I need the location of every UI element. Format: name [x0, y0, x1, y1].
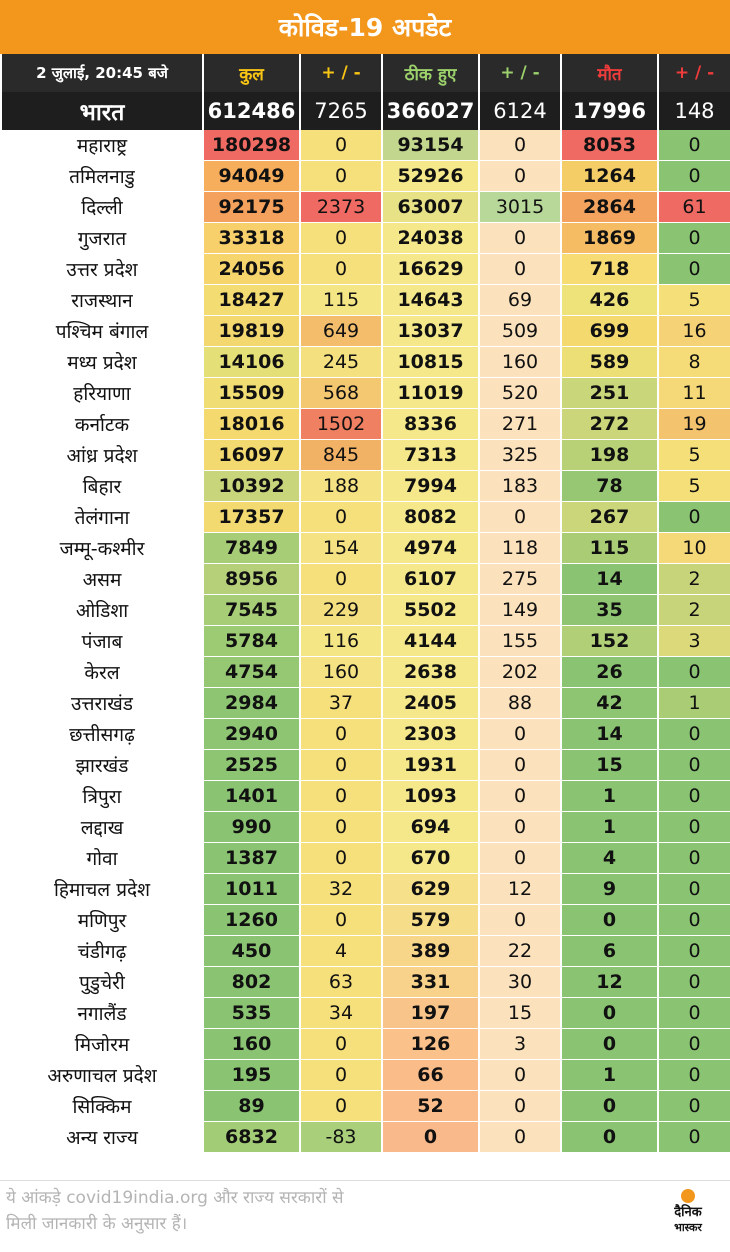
cell-deaths: 14 — [562, 719, 657, 750]
cell-recovered-change: 0 — [480, 130, 560, 161]
cell-deaths: 42 — [562, 688, 657, 719]
cell-total: 15509 — [204, 378, 299, 409]
cell-total-change: 0 — [301, 781, 381, 812]
cell-total-change: 0 — [301, 1029, 381, 1060]
cell-recovered-change: 69 — [480, 285, 560, 316]
cell-total: 802 — [204, 967, 299, 998]
state-name: पुडुचेरी — [2, 967, 202, 998]
table-row — [2, 130, 730, 161]
cell-recovered-change: 0 — [480, 905, 560, 936]
state-name: बिहार — [2, 471, 202, 502]
cell-deaths-change: 16 — [659, 316, 730, 347]
cell-deaths: 26 — [562, 657, 657, 688]
cell-deaths: 152 — [562, 626, 657, 657]
state-name: उत्तर प्रदेश — [2, 254, 202, 285]
cell-total-change: 0 — [301, 812, 381, 843]
cell-total-change: -83 — [301, 1122, 381, 1153]
cell-deaths: 0 — [562, 1029, 657, 1060]
cell-total-change: 115 — [301, 285, 381, 316]
header-row — [2, 54, 730, 92]
cell-recovered-change: 22 — [480, 936, 560, 967]
cell-total: 1401 — [204, 781, 299, 812]
cell-recovered-change: 0 — [480, 254, 560, 285]
cell-deaths: 1264 — [562, 161, 657, 192]
cell-total-change: 116 — [301, 626, 381, 657]
cell-deaths-change: 0 — [659, 812, 730, 843]
cell-total: 195 — [204, 1060, 299, 1091]
state-name: चंडीगढ़ — [2, 936, 202, 967]
table-row — [2, 440, 730, 471]
source-note-line-2: मिली जानकारी के अनुसार हैं। — [6, 1214, 188, 1234]
cell-deaths-change: 0 — [659, 905, 730, 936]
table-row — [2, 564, 730, 595]
cell-recovered: 0 — [383, 1122, 478, 1153]
cell-deaths: 4 — [562, 843, 657, 874]
cell-deaths-change: 0 — [659, 967, 730, 998]
cell-deaths-change: 5 — [659, 285, 730, 316]
table-row — [2, 285, 730, 316]
cell-deaths: 1 — [562, 1060, 657, 1091]
cell-recovered: 7313 — [383, 440, 478, 471]
cell-deaths: 1 — [562, 812, 657, 843]
state-name: छत्तीसगढ़ — [2, 719, 202, 750]
cell-total-change: 0 — [301, 719, 381, 750]
cell-recovered: 63007 — [383, 192, 478, 223]
cell-recovered-change: 325 — [480, 440, 560, 471]
india-row — [2, 92, 730, 130]
state-name: मिजोरम — [2, 1029, 202, 1060]
cell-total-change: 0 — [301, 161, 381, 192]
cell-deaths: 1869 — [562, 223, 657, 254]
cell-deaths: 12 — [562, 967, 657, 998]
cell-total: 1260 — [204, 905, 299, 936]
cell-recovered: 579 — [383, 905, 478, 936]
table-row — [2, 1029, 730, 1060]
cell-deaths-change: 0 — [659, 657, 730, 688]
cell-deaths: 78 — [562, 471, 657, 502]
cell-total: 4754 — [204, 657, 299, 688]
cell-total-change: 154 — [301, 533, 381, 564]
cell-total: 160 — [204, 1029, 299, 1060]
cell-recovered: 52 — [383, 1091, 478, 1122]
cell-recovered: 2638 — [383, 657, 478, 688]
cell-total: 2984 — [204, 688, 299, 719]
cell-recovered: 13037 — [383, 316, 478, 347]
sun-icon — [681, 1189, 695, 1203]
cell-deaths-change: 8 — [659, 347, 730, 378]
cell-deaths-change: 19 — [659, 409, 730, 440]
cell-deaths-change: 5 — [659, 440, 730, 471]
state-name: झारखंड — [2, 750, 202, 781]
table-row — [2, 254, 730, 285]
cell-total: 19819 — [204, 316, 299, 347]
state-name: पश्चिम बंगाल — [2, 316, 202, 347]
state-name: दिल्ली — [2, 192, 202, 223]
table-row — [2, 316, 730, 347]
cell-recovered-change: 183 — [480, 471, 560, 502]
cell-recovered-change: 0 — [480, 843, 560, 874]
cell-total-change: 0 — [301, 843, 381, 874]
cell-recovered: 6107 — [383, 564, 478, 595]
cell-recovered: 331 — [383, 967, 478, 998]
cell-deaths-change: 10 — [659, 533, 730, 564]
state-name: हरियाणा — [2, 378, 202, 409]
cell-total: 7545 — [204, 595, 299, 626]
cell-deaths: 6 — [562, 936, 657, 967]
cell-deaths: 9 — [562, 874, 657, 905]
date-label: 2 जुलाई, 20:45 बजे — [2, 54, 202, 92]
cell-recovered: 24038 — [383, 223, 478, 254]
cell-total: 1011 — [204, 874, 299, 905]
table-row — [2, 347, 730, 378]
cell-total-change: 0 — [301, 564, 381, 595]
cell-deaths-change: 0 — [659, 161, 730, 192]
cell-total-change: 0 — [301, 254, 381, 285]
cell-deaths: 589 — [562, 347, 657, 378]
cell-recovered-change: 0 — [480, 502, 560, 533]
table-row — [2, 223, 730, 254]
cell-deaths-change: 0 — [659, 998, 730, 1029]
cell-recovered-change: 3015 — [480, 192, 560, 223]
cell-deaths: 251 — [562, 378, 657, 409]
table-row — [2, 874, 730, 905]
state-name: असम — [2, 564, 202, 595]
cell-deaths: 35 — [562, 595, 657, 626]
cell-total-change: 32 — [301, 874, 381, 905]
india-total: 612486 — [204, 92, 299, 130]
cell-deaths-change: 2 — [659, 595, 730, 626]
cell-deaths-change: 0 — [659, 1060, 730, 1091]
cell-total: 18427 — [204, 285, 299, 316]
cell-total: 16097 — [204, 440, 299, 471]
cell-recovered-change: 0 — [480, 1091, 560, 1122]
cell-total-change: 34 — [301, 998, 381, 1029]
cell-total: 18016 — [204, 409, 299, 440]
state-name: उत्तराखंड — [2, 688, 202, 719]
state-name: गुजरात — [2, 223, 202, 254]
cell-total: 450 — [204, 936, 299, 967]
cell-deaths-change: 0 — [659, 936, 730, 967]
cell-total-change: 229 — [301, 595, 381, 626]
cell-recovered-change: 3 — [480, 1029, 560, 1060]
cell-deaths-change: 0 — [659, 1091, 730, 1122]
cell-deaths-change: 11 — [659, 378, 730, 409]
table-row — [2, 998, 730, 1029]
cell-recovered: 7994 — [383, 471, 478, 502]
table-row — [2, 781, 730, 812]
cell-total-change: 63 — [301, 967, 381, 998]
state-name: अन्य राज्य — [2, 1122, 202, 1153]
cell-total: 94049 — [204, 161, 299, 192]
cell-recovered: 2405 — [383, 688, 478, 719]
cell-total-change: 188 — [301, 471, 381, 502]
header-deaths: मौत — [562, 54, 657, 92]
cell-recovered-change: 30 — [480, 967, 560, 998]
table-row — [2, 843, 730, 874]
cell-total-change: 0 — [301, 750, 381, 781]
cell-recovered-change: 0 — [480, 719, 560, 750]
table-row — [2, 192, 730, 223]
cell-total-change: 245 — [301, 347, 381, 378]
cell-deaths-change: 0 — [659, 781, 730, 812]
cell-recovered-change: 0 — [480, 781, 560, 812]
state-name: तेलंगाना — [2, 502, 202, 533]
cell-total-change: 1502 — [301, 409, 381, 440]
cell-total-change: 649 — [301, 316, 381, 347]
cell-recovered: 1093 — [383, 781, 478, 812]
page-title: कोविड-19 अपडेट — [0, 0, 730, 54]
cell-recovered-change: 155 — [480, 626, 560, 657]
cell-recovered-change: 509 — [480, 316, 560, 347]
cell-deaths-change: 0 — [659, 750, 730, 781]
table-row — [2, 905, 730, 936]
cell-deaths: 2864 — [562, 192, 657, 223]
cell-total: 10392 — [204, 471, 299, 502]
state-name: गोवा — [2, 843, 202, 874]
cell-deaths: 0 — [562, 1122, 657, 1153]
cell-recovered-change: 0 — [480, 223, 560, 254]
cell-deaths-change: 2 — [659, 564, 730, 595]
source-note — [6, 1185, 566, 1237]
cell-recovered-change: 15 — [480, 998, 560, 1029]
cell-recovered-change: 160 — [480, 347, 560, 378]
india-deaths-change: 148 — [659, 92, 730, 130]
table-row — [2, 595, 730, 626]
cell-total: 24056 — [204, 254, 299, 285]
state-name: केरल — [2, 657, 202, 688]
india-name: भारत — [2, 92, 202, 130]
cell-total: 33318 — [204, 223, 299, 254]
india-recovered: 366027 — [383, 92, 478, 130]
source-note-line-1: ये आंकड़े covid19india.org और राज्य सरकारों से — [6, 1188, 344, 1208]
cell-deaths: 14 — [562, 564, 657, 595]
state-name: सिक्किम — [2, 1091, 202, 1122]
table-row — [2, 409, 730, 440]
logo-text-2: भास्कर — [674, 1221, 702, 1234]
cell-total: 1387 — [204, 843, 299, 874]
cell-recovered: 5502 — [383, 595, 478, 626]
cell-recovered-change: 0 — [480, 1060, 560, 1091]
state-name: अरुणाचल प्रदेश — [2, 1060, 202, 1091]
state-name: कर्नाटक — [2, 409, 202, 440]
cell-recovered: 126 — [383, 1029, 478, 1060]
cell-deaths-change: 0 — [659, 1029, 730, 1060]
cell-total: 6832 — [204, 1122, 299, 1153]
cell-deaths-change: 5 — [659, 471, 730, 502]
cell-deaths-change: 0 — [659, 874, 730, 905]
table-row — [2, 626, 730, 657]
cell-total: 17357 — [204, 502, 299, 533]
cell-recovered: 1931 — [383, 750, 478, 781]
cell-deaths: 272 — [562, 409, 657, 440]
state-name: मध्य प्रदेश — [2, 347, 202, 378]
table-row — [2, 719, 730, 750]
cell-recovered: 629 — [383, 874, 478, 905]
cell-deaths-change: 0 — [659, 223, 730, 254]
cell-total: 8956 — [204, 564, 299, 595]
cell-recovered-change: 0 — [480, 1122, 560, 1153]
cell-total-change: 2373 — [301, 192, 381, 223]
cell-recovered-change: 0 — [480, 812, 560, 843]
cell-total-change: 37 — [301, 688, 381, 719]
cell-recovered: 4974 — [383, 533, 478, 564]
header-recovered: ठीक हुए — [383, 54, 478, 92]
cell-deaths: 0 — [562, 905, 657, 936]
cell-deaths-change: 0 — [659, 130, 730, 161]
cell-recovered-change: 88 — [480, 688, 560, 719]
cell-recovered: 694 — [383, 812, 478, 843]
cell-deaths: 426 — [562, 285, 657, 316]
cell-total-change: 568 — [301, 378, 381, 409]
cell-total: 535 — [204, 998, 299, 1029]
cell-total-change: 845 — [301, 440, 381, 471]
cell-total-change: 0 — [301, 1060, 381, 1091]
cell-total: 2525 — [204, 750, 299, 781]
cell-recovered: 16629 — [383, 254, 478, 285]
cell-recovered-change: 202 — [480, 657, 560, 688]
cell-recovered: 4144 — [383, 626, 478, 657]
cell-recovered: 14643 — [383, 285, 478, 316]
state-name: पंजाब — [2, 626, 202, 657]
state-name: त्रिपुरा — [2, 781, 202, 812]
table-row — [2, 502, 730, 533]
table-row — [2, 161, 730, 192]
cell-total: 92175 — [204, 192, 299, 223]
cell-deaths: 8053 — [562, 130, 657, 161]
cell-deaths: 1 — [562, 781, 657, 812]
cell-deaths-change: 3 — [659, 626, 730, 657]
state-name: नगालैंड — [2, 998, 202, 1029]
cell-deaths: 0 — [562, 998, 657, 1029]
cell-deaths-change: 61 — [659, 192, 730, 223]
cell-total-change: 0 — [301, 1091, 381, 1122]
cell-recovered: 197 — [383, 998, 478, 1029]
table-row — [2, 471, 730, 502]
cell-deaths: 198 — [562, 440, 657, 471]
table-row — [2, 967, 730, 998]
cell-recovered: 66 — [383, 1060, 478, 1091]
header-recovered-change: + / - — [480, 54, 560, 92]
table-row — [2, 688, 730, 719]
state-name: ओडिशा — [2, 595, 202, 626]
cell-recovered-change: 0 — [480, 161, 560, 192]
cell-deaths: 267 — [562, 502, 657, 533]
footer — [0, 1180, 730, 1252]
cell-recovered: 10815 — [383, 347, 478, 378]
cell-deaths-change: 0 — [659, 843, 730, 874]
logo-text-1: दैनिक — [674, 1205, 702, 1220]
cell-recovered-change: 118 — [480, 533, 560, 564]
cell-recovered: 389 — [383, 936, 478, 967]
cell-recovered-change: 149 — [480, 595, 560, 626]
state-name: राजस्थान — [2, 285, 202, 316]
table-row — [2, 1060, 730, 1091]
state-name: आंध्र प्रदेश — [2, 440, 202, 471]
cell-total-change: 0 — [301, 905, 381, 936]
cell-recovered-change: 12 — [480, 874, 560, 905]
state-name: हिमाचल प्रदेश — [2, 874, 202, 905]
header-total: कुल — [204, 54, 299, 92]
india-total-change: 7265 — [301, 92, 381, 130]
cell-total: 5784 — [204, 626, 299, 657]
table-row — [2, 1091, 730, 1122]
cell-total: 180298 — [204, 130, 299, 161]
cell-recovered: 93154 — [383, 130, 478, 161]
cell-total: 89 — [204, 1091, 299, 1122]
table-row — [2, 750, 730, 781]
cell-recovered: 2303 — [383, 719, 478, 750]
cell-recovered: 8082 — [383, 502, 478, 533]
cell-deaths: 699 — [562, 316, 657, 347]
cell-deaths: 15 — [562, 750, 657, 781]
cell-recovered: 8336 — [383, 409, 478, 440]
state-name: जम्मू-कश्मीर — [2, 533, 202, 564]
cell-recovered: 52926 — [383, 161, 478, 192]
cell-recovered-change: 275 — [480, 564, 560, 595]
cell-total: 14106 — [204, 347, 299, 378]
cell-total: 990 — [204, 812, 299, 843]
cell-deaths-change: 0 — [659, 502, 730, 533]
table-row — [2, 533, 730, 564]
table-row — [2, 936, 730, 967]
cell-total: 2940 — [204, 719, 299, 750]
cell-deaths: 115 — [562, 533, 657, 564]
cell-total-change: 160 — [301, 657, 381, 688]
india-recovered-change: 6124 — [480, 92, 560, 130]
covid-table — [0, 54, 730, 1153]
cell-deaths: 0 — [562, 1091, 657, 1122]
cell-recovered-change: 0 — [480, 750, 560, 781]
state-name: लद्दाख — [2, 812, 202, 843]
cell-total-change: 4 — [301, 936, 381, 967]
cell-deaths-change: 0 — [659, 1122, 730, 1153]
cell-deaths-change: 0 — [659, 254, 730, 285]
table-row — [2, 812, 730, 843]
cell-total-change: 0 — [301, 502, 381, 533]
dainik-bhaskar-logo — [658, 1189, 718, 1244]
state-name: महाराष्ट्र — [2, 130, 202, 161]
india-deaths: 17996 — [562, 92, 657, 130]
header-total-change: + / - — [301, 54, 381, 92]
cell-recovered-change: 520 — [480, 378, 560, 409]
cell-recovered: 670 — [383, 843, 478, 874]
cell-deaths-change: 0 — [659, 719, 730, 750]
cell-total-change: 0 — [301, 223, 381, 254]
cell-total: 7849 — [204, 533, 299, 564]
table-row — [2, 378, 730, 409]
state-name: मणिपुर — [2, 905, 202, 936]
state-name: तमिलनाडु — [2, 161, 202, 192]
table-row — [2, 657, 730, 688]
cell-recovered-change: 271 — [480, 409, 560, 440]
cell-recovered: 11019 — [383, 378, 478, 409]
cell-deaths: 718 — [562, 254, 657, 285]
header-deaths-change: + / - — [659, 54, 730, 92]
cell-total-change: 0 — [301, 130, 381, 161]
cell-deaths-change: 1 — [659, 688, 730, 719]
table-row — [2, 1122, 730, 1153]
